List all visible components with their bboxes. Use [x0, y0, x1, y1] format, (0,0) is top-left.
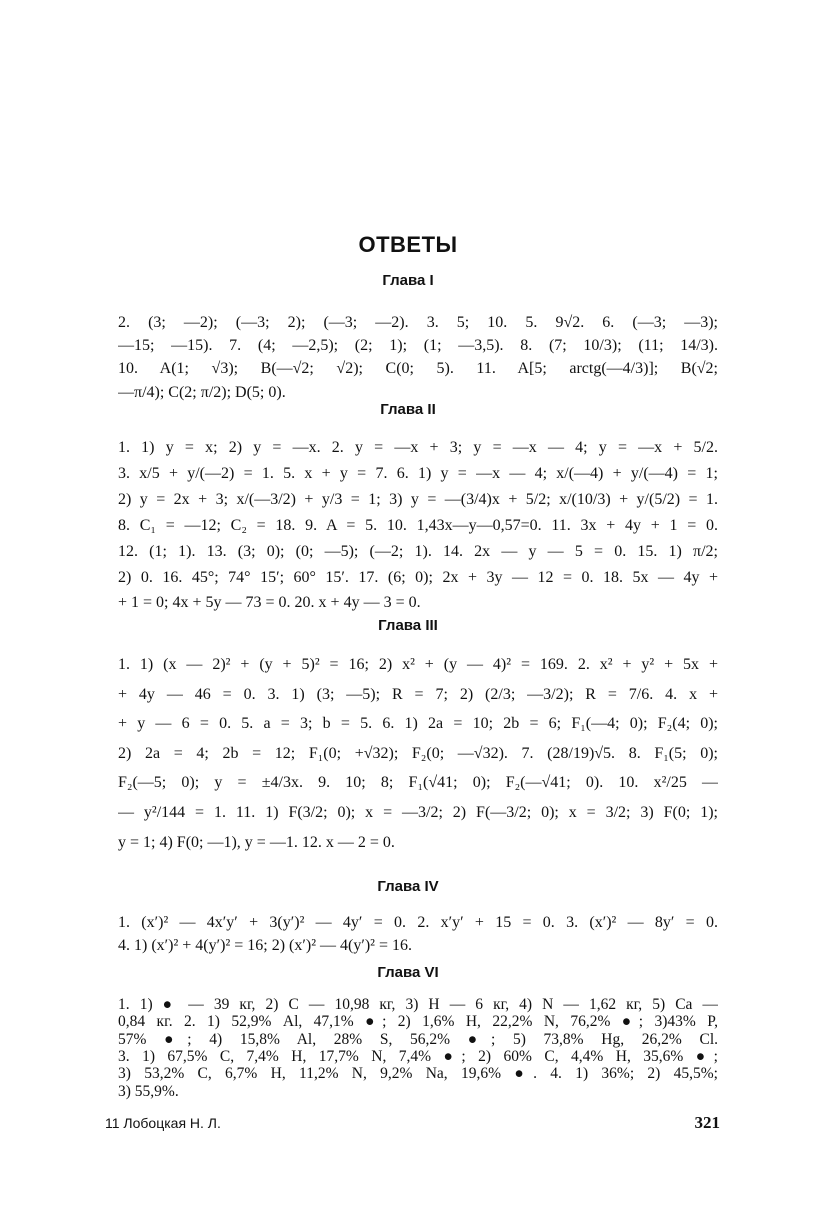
- chapter-heading-6: Глава VI: [377, 964, 439, 981]
- chapter-4-answers: [118, 911, 718, 957]
- chapter-heading-4: Глава IV: [377, 878, 439, 895]
- answer-line: 3. 1) 67,5% C, 7,4% H, 17,7% N, 7,4% ●; 2) 60% C, 4,4% H, 35,6% ●;: [118, 1048, 718, 1066]
- answer-line: 2) 2a = 4; 2b = 12; F₁(0; +√32); F₂(0; —√32). 7. (28/19)√5. 8. F₁(5; 0);: [118, 744, 718, 762]
- answer-line: 1. 1) y = x; 2) y = —x. 2. y = —x + 3; y = —x — 4; y = —x + 5/2.: [118, 439, 718, 456]
- answer-line: 1. (x′)² — 4x′y′ + 3(y′)² — 4y′ = 0. 2. x′y′ + 15 = 0. 3. (x′)² — 8y′ = 0.: [118, 914, 718, 931]
- chapter-heading-2: Глава II: [380, 401, 436, 418]
- answer-line: 0,84 кг. 2. 1) 52,9% Al, 47,1% ●; 2) 1,6% H, 22,2% N, 76,2% ●; 3)43% P,: [118, 1013, 718, 1031]
- answer-line: 12. (1; 1). 13. (3; 0); (0; —5); (—2; 1). 14. 2x — y — 5 = 0. 15. 1) π/2;: [118, 542, 718, 560]
- answer-line: 2) 0. 16. 45°; 74° 15′; 60° 15′. 17. (6; 0); 2x + 3y — 12 = 0. 18. 5x — 4y +: [118, 568, 718, 586]
- answer-line: 3. x/5 + y/(—2) = 1. 5. x + y = 7. 6. 1) y = —x — 4; x/(—4) + y/(—4) = 1;: [118, 464, 718, 482]
- answer-line: —15; —15). 7. (4; —2,5); (2; 1); (1; —3,5). 8. (7; 10/3); (11; 14/3).: [118, 337, 718, 355]
- answer-line: + 1 = 0; 4x + 5y — 73 = 0. 20. x + 4y — 3 = 0.: [118, 594, 421, 612]
- chapter-6-answers: [118, 996, 718, 1100]
- answer-line: y = 1; 4) F(0; —1), y = —1. 12. x — 2 = 0.: [118, 833, 395, 851]
- answer-line: —π/4); C(2; π/2); D(5; 0).: [118, 383, 286, 401]
- answer-line: + 4y — 46 = 0. 3. 1) (3; —5); R = 7; 2) (2/3; —3/2); R = 7/6. 4. x +: [118, 685, 718, 703]
- answer-line: 3) 53,2% C, 6,7% H, 11,2% N, 9,2% Na, 19,6% ●. 4. 1) 36%; 2) 45,5%;: [118, 1065, 718, 1083]
- answer-line: + y — 6 = 0. 5. a = 3; b = 5. 6. 1) 2a = 10; 2b = 6; F₁(—4; 0); F₂(4; 0);: [118, 715, 718, 733]
- chapter-heading-3: Глава III: [378, 617, 438, 634]
- answer-line: F₂(—5; 0); y = ±4/3x. 9. 10; 8; F₁(√41; 0); F₂(—√41; 0). 10. x²/25 —: [118, 774, 718, 792]
- page-number: 321: [694, 1113, 720, 1132]
- footer-author: 11 Лобоцкая Н. Л.: [105, 1115, 221, 1131]
- chapter-2-answers: [118, 435, 718, 616]
- page-title: ОТВЕТЫ: [358, 232, 458, 257]
- answer-line: 57% ●; 4) 15,8% Al, 28% S, 56,2% ●; 5) 73,8% Hg, 26,2% Cl.: [118, 1030, 718, 1048]
- chapter-3-answers: [118, 650, 718, 857]
- answer-line: 1. 1) ● — 39 кг, 2) C — 10,98 кг, 3) H — 6 кг, 4) N — 1,62 кг, 5) Ca —: [118, 996, 718, 1013]
- answer-line: 2. (3; —2); (—3; 2); (—3; —2). 3. 5; 10. 5. 9√2. 6. (—3; —3);: [118, 314, 718, 331]
- answer-line: 3) 55,9%.: [118, 1082, 179, 1100]
- answer-line: 4. 1) (x′)² + 4(y′)² = 16; 2) (x′)² — 4(y′)² = 16.: [118, 937, 412, 955]
- answer-line: — y²/144 = 1. 11. 1) F(3/2; 0); x = —3/2; 2) F(—3/2; 0); x = 3/2; 3) F(0; 1);: [118, 803, 718, 821]
- answer-line: 1. 1) (x — 2)² + (y + 5)² = 16; 2) x² + (y — 4)² = 169. 2. x² + y² + 5x +: [118, 656, 718, 673]
- answer-line: 10. A(1; √3); B(—√2; √2); C(0; 5). 11. A[5; arctg(—4/3)]; B(√2;: [118, 360, 718, 378]
- chapter-heading-1: Глава I: [382, 272, 434, 289]
- chapter-1-answers: [118, 311, 718, 404]
- answer-line: 8. C₁ = —12; C₂ = 18. 9. A = 5. 10. 1,43x—y—0,57=0. 11. 3x + 4y + 1 = 0.: [118, 516, 718, 534]
- answer-line: 2) y = 2x + 3; x/(—3/2) + y/3 = 1; 3) y = —(3/4)x + 5/2; x/(10/3) + y/(5/2) = 1.: [118, 490, 718, 508]
